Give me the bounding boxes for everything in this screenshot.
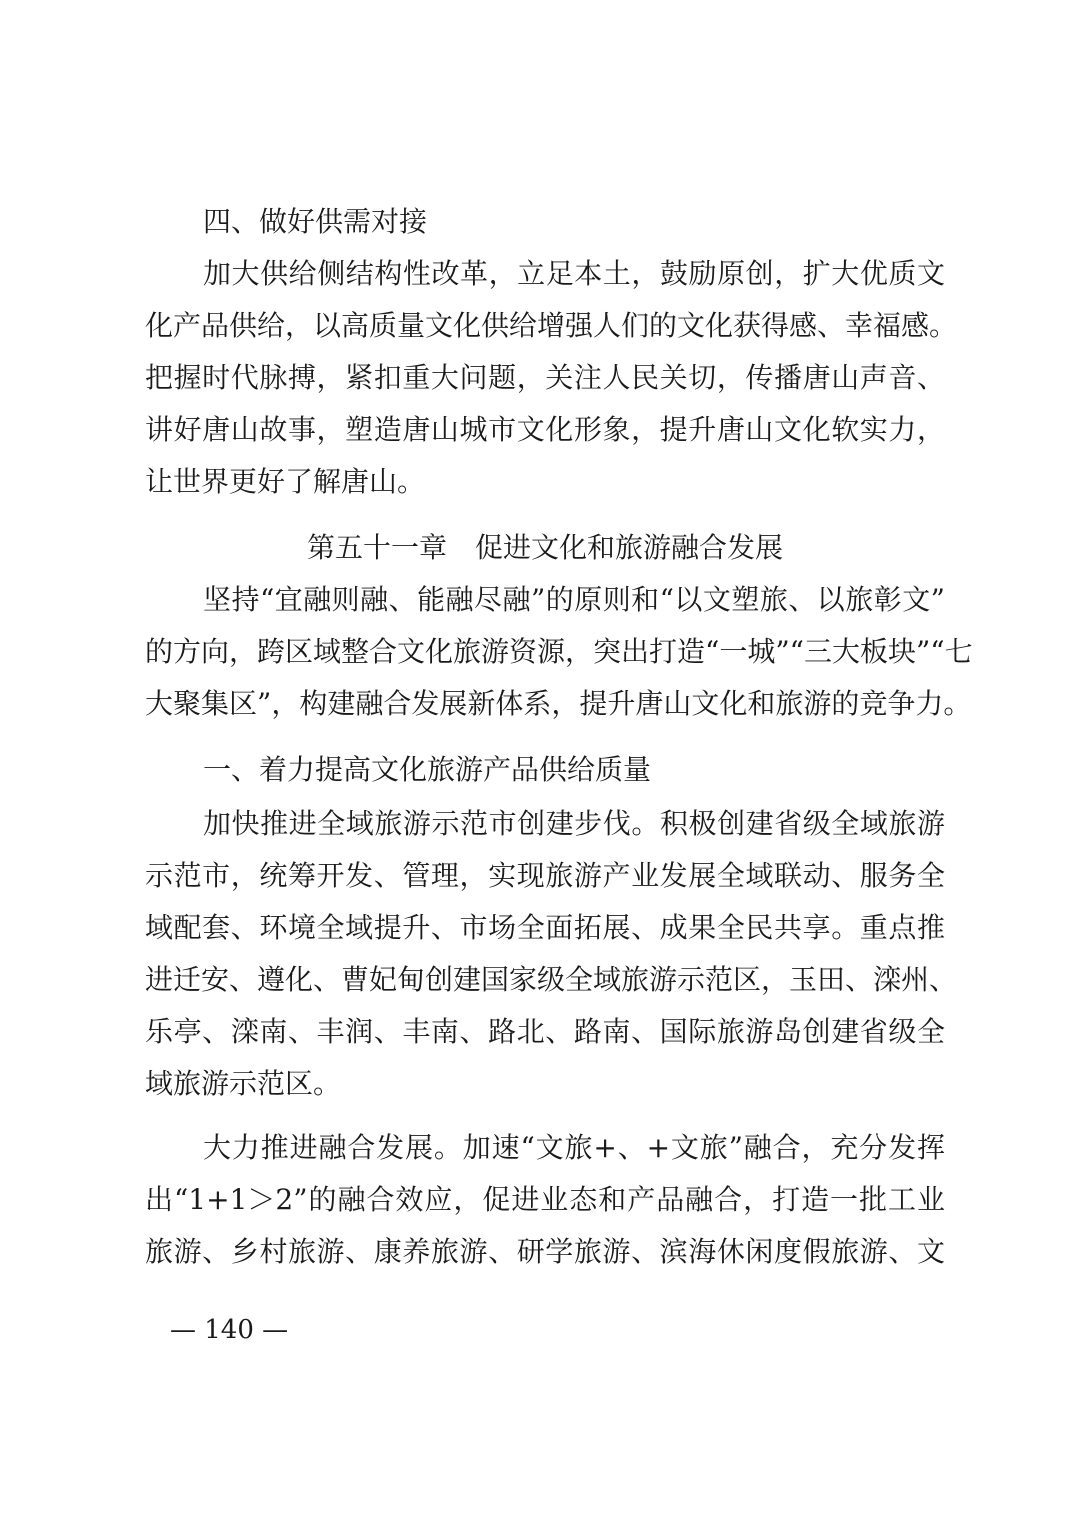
paragraph-line: 加大供给侧结构性改革，立足本土，鼓励原创，扩大优质文	[203, 257, 945, 290]
section-heading-supply-demand: 四、做好供需对接	[203, 205, 428, 238]
paragraph-line: 讲好唐山故事，塑造唐山城市文化形象，提升唐山文化软实力，	[145, 413, 945, 446]
paragraph-line: 域旅游示范区。	[145, 1067, 342, 1100]
paragraph-line: 示范市，统筹开发、管理，实现旅游产业发展全域联动、服务全	[145, 859, 945, 892]
section-heading-supply-quality: 一、着力提高文化旅游产品供给质量	[203, 753, 652, 786]
paragraph-line: 大力推进融合发展。加速“文旅+、+文旅”融合，充分发挥	[203, 1131, 945, 1164]
chapter-title: 第五十一章 促进文化和旅游融合发展	[306, 531, 783, 564]
paragraph-line: 出“1+1＞2”的融合效应，促进业态和产品融合，打造一批工业	[145, 1183, 945, 1216]
paragraph-line: 坚持“宜融则融、能融尽融”的原则和“以文塑旅、以旅彰文”	[203, 583, 945, 616]
paragraph-line: 化产品供给，以高质量文化供给增强人们的文化获得感、幸福感。	[145, 309, 958, 342]
paragraph-line: 加快推进全域旅游示范市创建步伐。积极创建省级全域旅游	[203, 807, 945, 840]
paragraph-line: 大聚集区”，构建融合发展新体系，提升唐山文化和旅游的竞争力。	[145, 687, 972, 720]
paragraph-line: 域配套、环境全域提升、市场全面拓展、成果全民共享。重点推	[145, 911, 945, 944]
paragraph-line: 乐亭、滦南、丰润、丰南、路北、路南、国际旅游岛创建省级全	[145, 1015, 945, 1048]
paragraph-line: 把握时代脉搏，紧扣重大问题，关注人民关切，传播唐山声音、	[145, 361, 945, 394]
paragraph-line: 进迁安、遵化、曹妃甸创建国家级全域旅游示范区，玉田、滦州、	[145, 963, 958, 996]
paragraph-line: 旅游、乡村旅游、康养旅游、研学旅游、滨海休闲度假旅游、文	[145, 1235, 945, 1268]
paragraph-line: 让世界更好了解唐山。	[145, 465, 426, 498]
paragraph-line: 的方向，跨区域整合文化旅游资源，突出打造“一城”“三大板块”“七	[145, 635, 973, 668]
page-number: — 140 —	[170, 1315, 289, 1345]
